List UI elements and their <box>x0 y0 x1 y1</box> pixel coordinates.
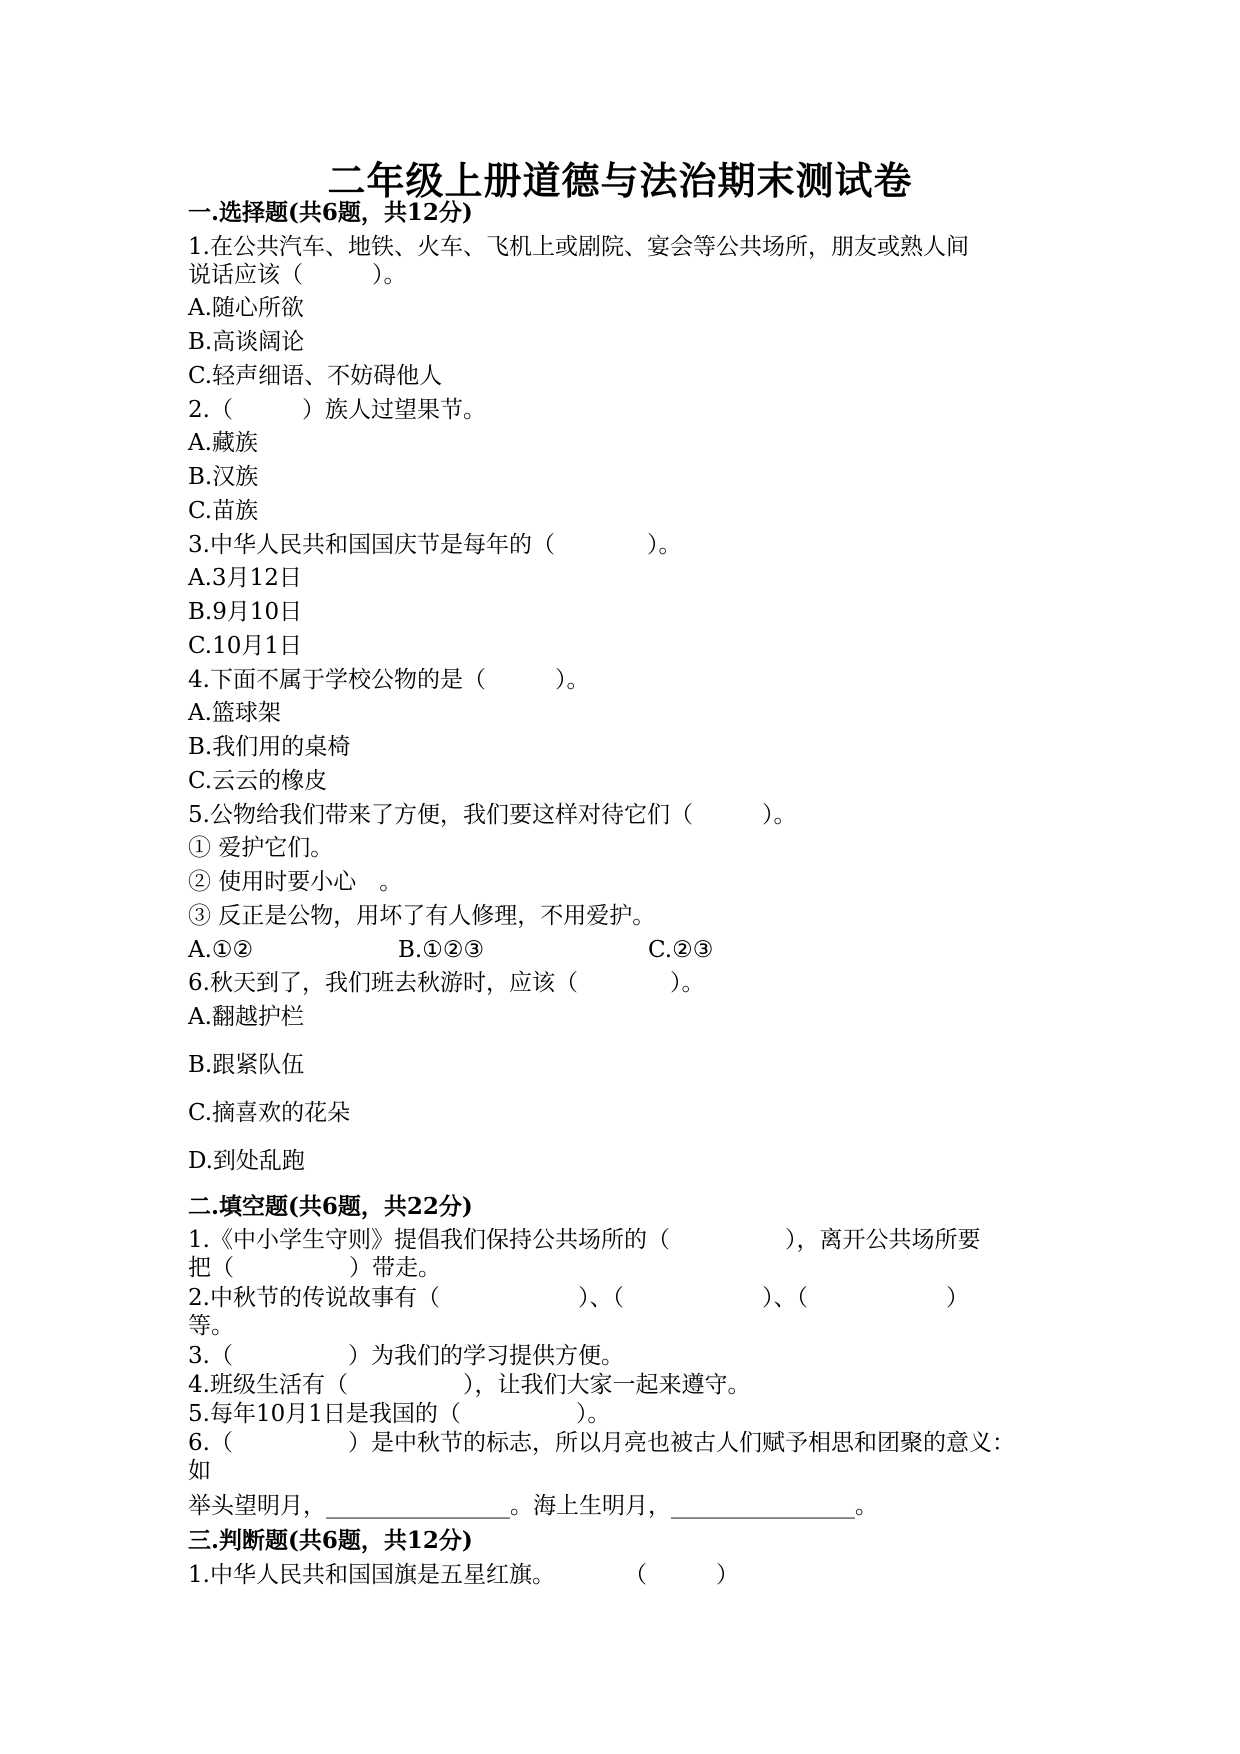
question-2-stem: 2.（ ）族人过望果节。 <box>188 397 486 423</box>
question-2-option-c: C.苗族 <box>188 498 259 524</box>
fill-6-line3: 举头望明月，________________。海上生明月，________________。 <box>188 1493 878 1519</box>
question-5-option-c: C.②③ <box>648 937 714 963</box>
fill-2-line1: 2.中秋节的传说故事有（ ）、（ ）、（ ） <box>188 1285 969 1311</box>
question-5-stem: 5.公物给我们带来了方便，我们要这样对待它们（ ）。 <box>188 802 797 828</box>
question-3-option-a: A.3月12日 <box>188 565 302 591</box>
question-1-line1: 1.在公共汽车、地铁、火车、飞机上或剧院、宴会等公共场所，朋友或熟人间 <box>188 234 969 260</box>
fill-2-line2: 等。 <box>188 1313 234 1339</box>
question-3-stem: 3.中华人民共和国国庆节是每年的（ ）。 <box>188 532 682 558</box>
section-heading-true-false: 三.判断题(共6题，共12分) <box>188 1527 473 1554</box>
question-4-option-a: A.篮球架 <box>188 700 281 726</box>
question-3-option-c: C.10月1日 <box>188 633 302 659</box>
question-5-option-a: A.①② <box>188 937 254 963</box>
judge-1: 1.中华人民共和国国旗是五星红旗。 （ ） <box>188 1562 739 1588</box>
fill-6-line2: 如 <box>188 1458 211 1484</box>
section-heading-fill-blank: 二.填空题(共6题，共22分) <box>188 1193 473 1220</box>
question-4-stem: 4.下面不属于学校公物的是（ ）。 <box>188 667 590 693</box>
fill-1-line2: 把（ ）带走。 <box>188 1255 441 1281</box>
question-6-option-d: D.到处乱跑 <box>188 1148 305 1174</box>
question-1-option-a: A.随心所欲 <box>188 295 304 321</box>
question-5-option-b: B.①②③ <box>398 937 485 963</box>
question-1-option-c: C.轻声细语、不妨碍他人 <box>188 363 443 389</box>
fill-3: 3.（ ）为我们的学习提供方便。 <box>188 1343 624 1369</box>
question-1-line2: 说话应该（ ）。 <box>188 262 407 288</box>
question-5-statement-3: ③ 反正是公物，用坏了有人修理，不用爱护。 <box>188 903 656 929</box>
question-6-option-c: C.摘喜欢的花朵 <box>188 1100 351 1126</box>
question-6-option-b: B.跟紧队伍 <box>188 1052 305 1078</box>
question-6-stem: 6.秋天到了，我们班去秋游时，应该（ ）。 <box>188 970 705 996</box>
question-2-option-a: A.藏族 <box>188 430 258 456</box>
question-2-option-b: B.汉族 <box>188 464 259 490</box>
page-title: 二年级上册道德与法治期末测试卷 <box>327 158 913 203</box>
question-3-option-b: B.9月10日 <box>188 599 303 625</box>
question-5-statement-1: ① 爱护它们。 <box>188 835 334 861</box>
section-heading-choice: 一.选择题(共6题，共12分) <box>188 199 473 226</box>
question-5-statement-2: ② 使用时要小心 。 <box>188 869 403 895</box>
fill-1-line1: 1.《中小学生守则》提倡我们保持公共场所的（ ），离开公共场所要 <box>188 1227 981 1253</box>
question-6-option-a: A.翻越护栏 <box>188 1004 304 1030</box>
question-4-option-c: C.云云的橡皮 <box>188 768 328 794</box>
fill-6-line1: 6.（ ）是中秋节的标志，所以月亮也被古人们赋予相思和团聚的意义： <box>188 1430 1015 1456</box>
question-1-option-b: B.高谈阔论 <box>188 329 305 355</box>
fill-4: 4.班级生活有（ ），让我们大家一起来遵守。 <box>188 1372 751 1398</box>
fill-5: 5.每年10月1日是我国的（ ）。 <box>188 1401 611 1427</box>
question-4-option-b: B.我们用的桌椅 <box>188 734 351 760</box>
